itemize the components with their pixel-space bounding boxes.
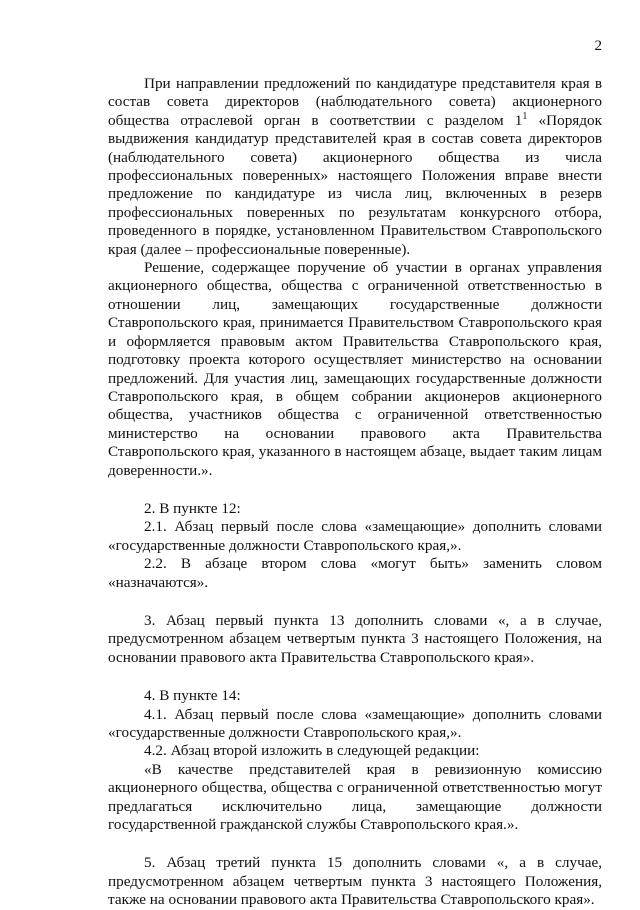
page-number: 2 bbox=[594, 38, 602, 54]
section-superscript: 1 bbox=[522, 110, 528, 122]
paragraph-decision: Решение, содержащее поручение об участии в органах управления акционерного общества, общества с ограниченной ответственностью в отношении лиц, замещающих государственные должности Ставропольского края, принимается Правительством Ставропольского края и оформляется правовым актом Правительства Ставропольского края, подготовку проекта которого осуществляет министерство на основании предложений. Для участия лиц, замещающих государственные должности Ставропольского края, в общем собрании акционеров акционерного общества, участников общества с ограниченной ответственностью министерство на основании правового акта Правительства Ставропольского края, указанного в настоящем абзаце, выдает таким лицам доверенности.». bbox=[108, 259, 602, 479]
paragraph-item-4: 4. В пункте 14: bbox=[144, 687, 241, 705]
spacer bbox=[108, 834, 602, 854]
document-body bbox=[108, 75, 602, 910]
paragraph-text-before-sup: При направлении предложений по кандидатуре представителя края в состав совета директоров (наблюдательного совета) акционерного общества отраслевой орган в соответствии с разделом 1 bbox=[108, 75, 602, 129]
paragraph-item-2-1: 2.1. Абзац первый после слова «замещающие» дополнить словами «государственные должности Ставропольского края,». bbox=[108, 518, 602, 554]
spacer bbox=[108, 667, 602, 687]
paragraph-item-5: 5. Абзац третий пункта 15 дополнить словами «, а в случае, предусмотренном абзацем четвертым пункта 3 настоящего Положения, также на основании правового акта Правительства Ставропольского края». bbox=[108, 854, 602, 909]
paragraph-item-4-1: 4.1. Абзац первый после слова «замещающие» дополнить словами «государственные должности Ставропольского края,». bbox=[108, 705, 602, 741]
paragraph-item-2-2: 2.2. В абзаце втором слова «могут быть» заменить словом «назначаются». bbox=[108, 555, 602, 591]
spacer bbox=[108, 480, 602, 500]
paragraph-item-3: 3. Абзац первый пункта 13 дополнить словами «, а в случае, предусмотренном абзацем четвертым пункта 3 настоящего Положения, на основании правового акта Правительства Ставропольского края». bbox=[108, 611, 602, 666]
paragraph-text-after-sup: «Порядок выдвижения кандидатур представителей края в состав совета директоров (наблюдательного совета) акционерного общества из числа профессиональных поверенных» настоящего Положения вправе внести предложение по кандидатуре из числа лиц, включенных в резерв профессиональных поверенных по результатам конкурсного отбора, проведенного в порядке, установленном Правительством Ставропольского края (далее – профессиональные поверенные). bbox=[108, 111, 602, 258]
paragraph-quote-audit-commission: «В качестве представителей края в ревизионную комиссию акционерного общества, общества с ограниченной ответственностью могут предлагаться исключительно лица, замещающие должности государственной гражданской службы Ставропольского края.». bbox=[108, 760, 602, 834]
spacer bbox=[108, 592, 602, 612]
paragraph-item-2: 2. В пункте 12: bbox=[144, 499, 241, 517]
paragraph-nominations bbox=[108, 75, 602, 259]
paragraph-item-4-2: 4.2. Абзац второй изложить в следующей редакции: bbox=[144, 742, 480, 760]
